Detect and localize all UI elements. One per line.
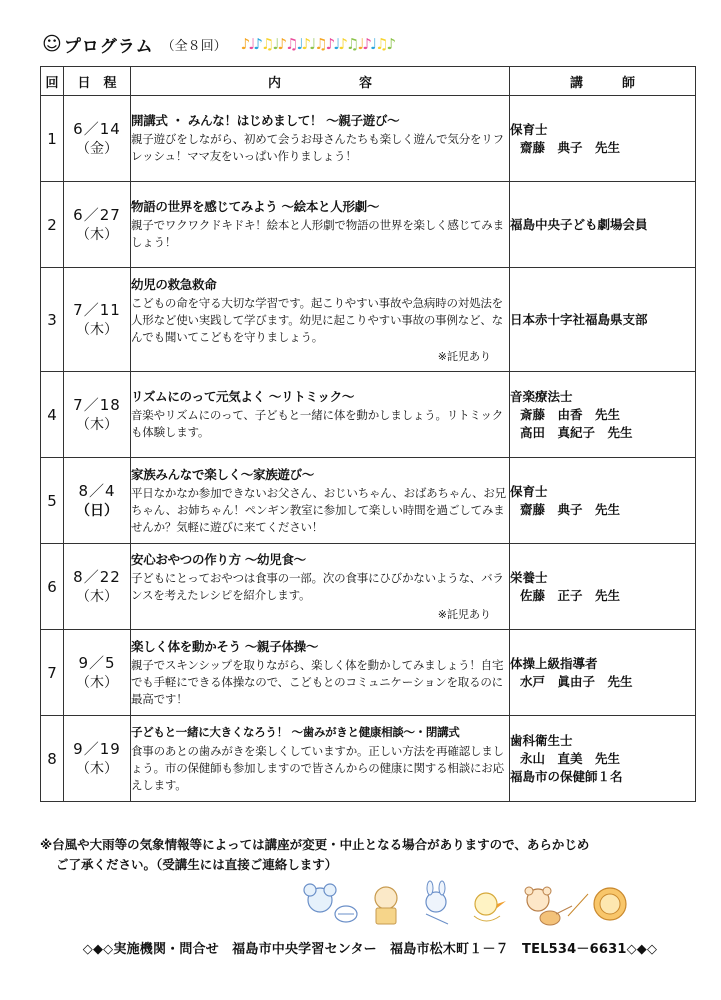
session-content xyxy=(131,182,510,268)
instructor-role: 音楽療法士 xyxy=(510,388,573,404)
music-note-icon: ♩ xyxy=(272,35,278,53)
music-note-icon: ♩ xyxy=(370,35,376,53)
table-row xyxy=(41,96,696,182)
header-content: 内 容 xyxy=(131,67,510,96)
session-number: 5 xyxy=(41,458,64,544)
instructor-cell xyxy=(510,458,696,544)
instructor-name: 永山 直美 先生 xyxy=(520,750,621,766)
session-date xyxy=(64,630,131,716)
childcare-note: ※託児あり xyxy=(437,608,491,621)
instructor-organization: 日本赤十字社福島県支部 xyxy=(510,311,648,327)
music-note-icon: ♩ xyxy=(296,35,302,53)
day-of-week: （木） xyxy=(76,416,118,433)
session-description: 音楽やリズムにのって、子どもと一緒に体を動かしましょう。リトミックも体験します。 xyxy=(131,408,504,439)
header-num: 回 xyxy=(41,67,64,96)
session-content xyxy=(131,458,510,544)
music-note-icon: ♩ xyxy=(333,35,339,53)
instructor-role: 栄養士 xyxy=(510,569,548,585)
table-row xyxy=(41,716,696,802)
date-text: 7／18 xyxy=(73,395,121,414)
music-note-icon: ♪ xyxy=(301,35,310,53)
music-note-icon: ♪ xyxy=(338,35,346,53)
session-description: こどもの命を守る大切な学習です。起こりやすい事故や急病時の対処法を人形など使い実践して学びます。幼児に起こりやすい事故の事例など、なんでも聞いてこどもを守りましょう。 xyxy=(131,295,503,344)
cat-accordion-icon xyxy=(375,887,397,924)
instructor-role: 保育士 xyxy=(510,483,548,499)
session-content xyxy=(131,372,510,458)
date-text: 9／5 xyxy=(78,653,116,672)
music-note-icon: ♪ xyxy=(386,35,395,53)
session-description: 親子でスキンシップを取りながら、楽しく体を動かしてみましょう！自宅でも手軽にできる体操なので、こどもとのコミュニケーションを取るのに最高です！ xyxy=(131,657,504,706)
instructor-name: 佐藤 正子 先生 xyxy=(520,587,621,603)
bear-guitar-icon xyxy=(525,887,572,925)
mascot-band-illustration xyxy=(298,880,688,930)
instructor-cell xyxy=(510,268,696,372)
mouse-drummer-icon xyxy=(304,884,357,922)
date-text: 7／11 xyxy=(73,300,121,319)
instructor-cell xyxy=(510,182,696,268)
session-number: 3 xyxy=(41,268,64,372)
music-notes-decoration xyxy=(241,35,394,53)
session-content xyxy=(131,96,510,182)
childcare-note: ※託児あり xyxy=(437,349,491,363)
session-title: 開講式 ・ みんな！はじめまして！ ～親子遊び～ xyxy=(131,113,400,128)
session-description: 食事のあとの歯みがきを楽しくしていますか。正しい方法を再確認しましょう。市の保健師も参加しますので皆さんからの健康に関する相談にお応えします。 xyxy=(131,743,504,792)
instructor-cell xyxy=(510,544,696,630)
session-date xyxy=(64,372,131,458)
music-note-icon: ♫ xyxy=(375,35,387,53)
date-text: 6／14 xyxy=(73,119,121,138)
music-note-icon: ♪ xyxy=(240,35,249,53)
program-table xyxy=(40,66,696,802)
contact-info: ◇◆◇実施機関・問合せ 福島市中央学習センター 福島市松木町１－７ TEL534－6631◇◆◇ xyxy=(82,942,658,957)
day-of-week: （木） xyxy=(76,760,118,777)
instructor-name: 齋藤 典子 先生 xyxy=(520,501,621,517)
session-date xyxy=(64,458,131,544)
instructor-name: 斎藤 由香 先生 xyxy=(520,406,621,422)
instructor-organization: 福島市の保健師１名 xyxy=(510,768,623,784)
music-note-icon: ♩ xyxy=(248,35,254,53)
session-date xyxy=(64,96,131,182)
table-row xyxy=(41,182,696,268)
session-title: 物語の世界を感じてみよう ～絵本と人形劇～ xyxy=(131,199,380,214)
day-of-week: （金） xyxy=(76,140,118,157)
instructor-name: 水戸 眞由子 先生 xyxy=(520,673,633,689)
session-number: 6 xyxy=(41,544,64,630)
program-header xyxy=(42,30,682,58)
session-description: 親子遊びをしながら、初めて会うお母さんたちも楽しく遊んで気分をリフレッシュ！ママ友をいっぱい作りましょう！ xyxy=(131,132,504,163)
day-of-week: （木） xyxy=(76,226,118,243)
notice-line-2: ご了承ください。（受講生には直接ご連絡します） xyxy=(56,857,338,872)
session-description: 子どもにとっておやつは食事の一部。次の食事にひびかないような、バランスを考えたレシピを紹介します。 xyxy=(131,571,504,602)
music-note-icon: ♩ xyxy=(309,35,315,53)
day-of-week: （木） xyxy=(76,321,118,338)
session-number: 2 xyxy=(41,182,64,268)
instructor-cell xyxy=(510,96,696,182)
session-date xyxy=(64,268,131,372)
instructor-role: 保育士 xyxy=(510,121,548,137)
music-note-icon: ♫ xyxy=(314,35,326,53)
date-text: 6／27 xyxy=(73,205,121,224)
day-of-week: （木） xyxy=(76,674,118,691)
header-instructor: 講 師 xyxy=(510,67,696,96)
weather-notice xyxy=(40,835,700,875)
session-description: 平日なかなか参加できないお父さん、おじいちゃん、おばあちゃん、お兄ちゃん、お姉ちゃん！ペンギン教室に参加して楽しい時間を過ごしてみませんか？気軽に遊びに来てください！ xyxy=(131,485,506,534)
instructor-name: 高田 真紀子 先生 xyxy=(520,424,633,440)
session-date xyxy=(64,716,131,802)
session-content xyxy=(131,630,510,716)
music-note-icon: ♩ xyxy=(357,35,363,53)
session-content xyxy=(131,544,510,630)
session-title: リズムにのって元気よく ～リトミック～ xyxy=(131,389,355,404)
instructor-cell xyxy=(510,716,696,802)
table-row xyxy=(41,268,696,372)
lion-icon xyxy=(568,888,626,920)
session-number: 4 xyxy=(41,372,64,458)
smiley-icon: ☺ xyxy=(42,33,62,55)
session-title: 幼児の救急救命 xyxy=(131,276,217,292)
session-number: 1 xyxy=(41,96,64,182)
table-row xyxy=(41,458,696,544)
session-number: 8 xyxy=(41,716,64,802)
day-of-week: （木） xyxy=(76,588,118,605)
table-row xyxy=(41,372,696,458)
session-title: 楽しく体を動かそう ～親子体操～ xyxy=(131,638,319,654)
page-title: プログラム xyxy=(63,36,154,57)
instructor-role: 体操上級指導者 xyxy=(510,655,598,671)
session-date xyxy=(64,182,131,268)
session-title: 子どもと一緒に大きくなろう！ ～歯みがきと健康相談～・閉講式 xyxy=(131,724,460,739)
music-note-icon: ♫ xyxy=(260,35,273,53)
date-text: 8／4 xyxy=(78,481,116,500)
music-note-icon: ♪ xyxy=(325,35,334,53)
music-note-icon: ♫ xyxy=(285,35,297,53)
session-count: （全８回） xyxy=(161,38,227,54)
bird-icon xyxy=(474,893,506,921)
instructor-cell xyxy=(510,372,696,458)
rabbit-icon xyxy=(426,881,448,924)
instructor-role: 歯科衛生士 xyxy=(510,732,573,748)
session-number: 7 xyxy=(41,630,64,716)
session-content xyxy=(131,716,510,802)
notice-line-1: ※台風や大雨等の気象情報等によっては講座が変更・中止となる場合がありますので、あらかじめ xyxy=(40,837,590,852)
music-note-icon: ♪ xyxy=(253,35,261,53)
session-content xyxy=(131,268,510,372)
table-header-row xyxy=(41,67,696,96)
day-of-week: （日） xyxy=(76,502,118,519)
music-note-icon: ♫ xyxy=(345,35,358,53)
session-title: 安心おやつの作り方 ～幼児食～ xyxy=(131,552,306,567)
table-row xyxy=(41,544,696,630)
session-title: 家族みんなで楽しく～家族遊び～ xyxy=(131,466,315,482)
music-note-icon: ♪ xyxy=(277,35,286,53)
table-row xyxy=(41,630,696,716)
instructor-organization: 福島中央子ども劇場会員 xyxy=(510,216,648,232)
header-date: 日 程 xyxy=(64,67,131,96)
session-description: 親子でワクワクドキドキ！絵本と人形劇で物語の世界を楽しく感じてみましょう！ xyxy=(131,218,504,249)
date-text: 9／19 xyxy=(73,739,121,758)
music-note-icon: ♪ xyxy=(362,35,370,53)
instructor-name: 齋藤 典子 先生 xyxy=(520,139,621,155)
date-text: 8／22 xyxy=(73,567,121,586)
session-date xyxy=(64,544,131,630)
instructor-cell xyxy=(510,630,696,716)
